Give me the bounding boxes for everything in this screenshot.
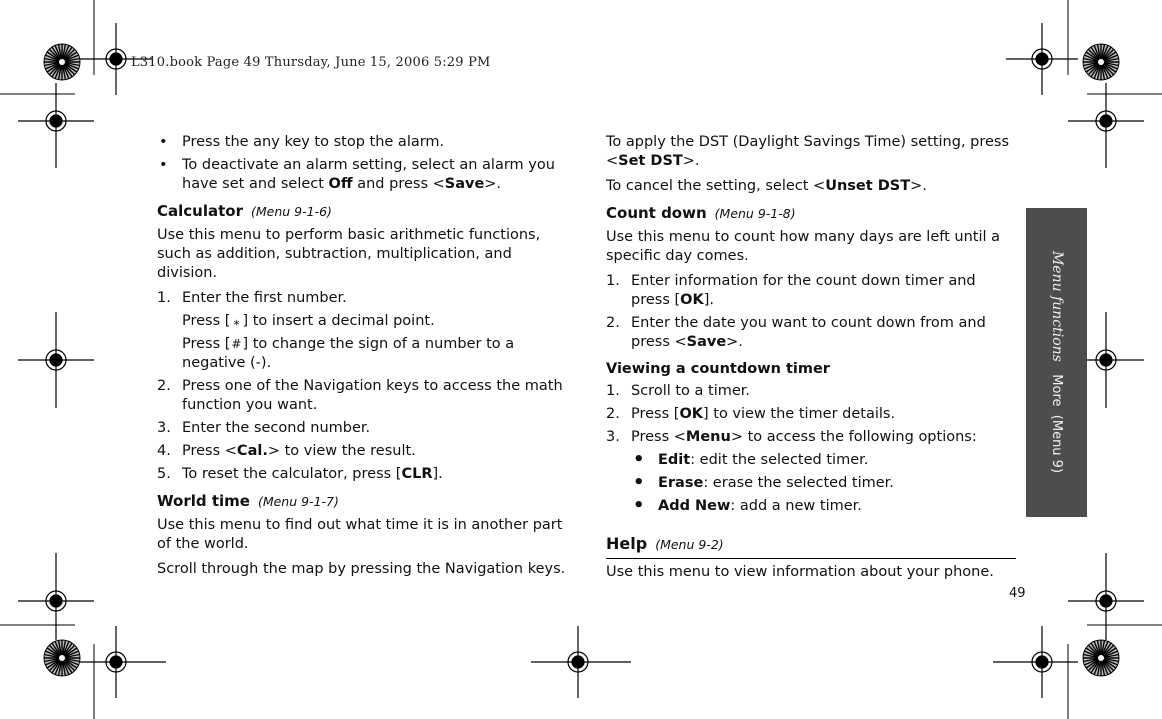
step-subnote: Press [#] to change the sign of a number to a negative (-). [182, 336, 515, 371]
registration-target-icon [993, 626, 1078, 698]
bullet-item: • Press the any key to stop the alarm. [157, 133, 567, 152]
step-subnote: Press [ ⁎ ] to insert a decimal point. [182, 313, 435, 329]
section-description: Scroll through the map by pressing the Navigation keys. [157, 561, 566, 577]
starburst-mark-icon [44, 640, 80, 676]
option-item: • Edit: edit the selected timer. [633, 449, 869, 470]
step-item: 2. Enter the date you want to count down from and press <Save>. [606, 315, 986, 350]
section-description: Use this menu to view information about your phone. [606, 564, 994, 580]
registration-target-icon [1006, 23, 1078, 95]
option-item: • Erase: erase the selected timer. [633, 472, 894, 493]
section-heading-world-time: World time (Menu 9-1-7) [157, 492, 339, 510]
star-key-icon: ⁎ [233, 314, 240, 328]
registration-target-icon [1068, 83, 1144, 168]
step-item: 2. Press one of the Navigation keys to access the math function you want. [157, 378, 563, 413]
step-item: 1. Enter the first number. [157, 290, 347, 306]
left-column [157, 133, 567, 585]
section-description: Use this menu to find out what time it is in another part of the world. [157, 517, 563, 552]
book-header: L310.book Page 49 Thursday, June 15, 2006 5:29 PM [131, 55, 491, 70]
step-item: 3. Enter the second number. [157, 420, 371, 436]
step-item: 1. Scroll to a timer. [606, 383, 751, 399]
bullet-item: • To deactivate an alarm setting, select an alarm you have set and select Off and press <Save>. [157, 156, 567, 194]
registration-target-icon [18, 553, 94, 640]
bullet-dot-icon: • [633, 472, 645, 493]
starburst-mark-icon [1083, 640, 1119, 676]
step-item: 1. Enter information for the count down timer and press [OK]. [606, 273, 976, 308]
section-description: Use this menu to count how many days are left until a specific day comes. [606, 229, 1001, 264]
starburst-mark-icon [1083, 44, 1119, 80]
section-heading-count-down: Count down (Menu 9-1-8) [606, 204, 796, 222]
starburst-mark-icon [44, 44, 80, 80]
registration-target-icon [18, 312, 94, 408]
subheading-viewing-countdown: Viewing a countdown timer [606, 361, 830, 377]
option-item: • Add New: add a new timer. [633, 495, 862, 516]
registration-target-icon [80, 626, 166, 698]
registration-target-icon [531, 626, 631, 698]
page-number: 49 [1009, 586, 1026, 601]
step-item: 4. Press <Cal.> to view the result. [157, 443, 416, 459]
dst-apply-text: To apply the DST (Daylight Savings Time) setting, press <Set DST>. [606, 134, 1010, 169]
bullet-dot-icon: • [633, 495, 645, 516]
hash-key-icon: # [231, 337, 242, 351]
step-item: 5. To reset the calculator, press [CLR]. [157, 466, 443, 482]
dst-cancel-text: To cancel the setting, select <Unset DST>. [606, 178, 927, 194]
registration-target-icon [1068, 553, 1144, 640]
chapter-side-tab-label: Menu functions More (Menu 9) [1049, 250, 1065, 474]
step-item: 3. Press <Menu> to access the following options: [606, 429, 977, 445]
section-description: Use this menu to perform basic arithmetic functions, such as addition, subtraction, multiplication, and division. [157, 227, 541, 281]
step-item: 2. Press [OK] to view the timer details. [606, 406, 896, 422]
right-column [606, 133, 1016, 588]
section-heading-help: Help (Menu 9-2) [606, 534, 1016, 559]
bullet-dot-icon: • [633, 449, 645, 470]
section-heading-calculator: Calculator (Menu 9-1-6) [157, 202, 332, 220]
registration-target-icon [18, 83, 94, 168]
